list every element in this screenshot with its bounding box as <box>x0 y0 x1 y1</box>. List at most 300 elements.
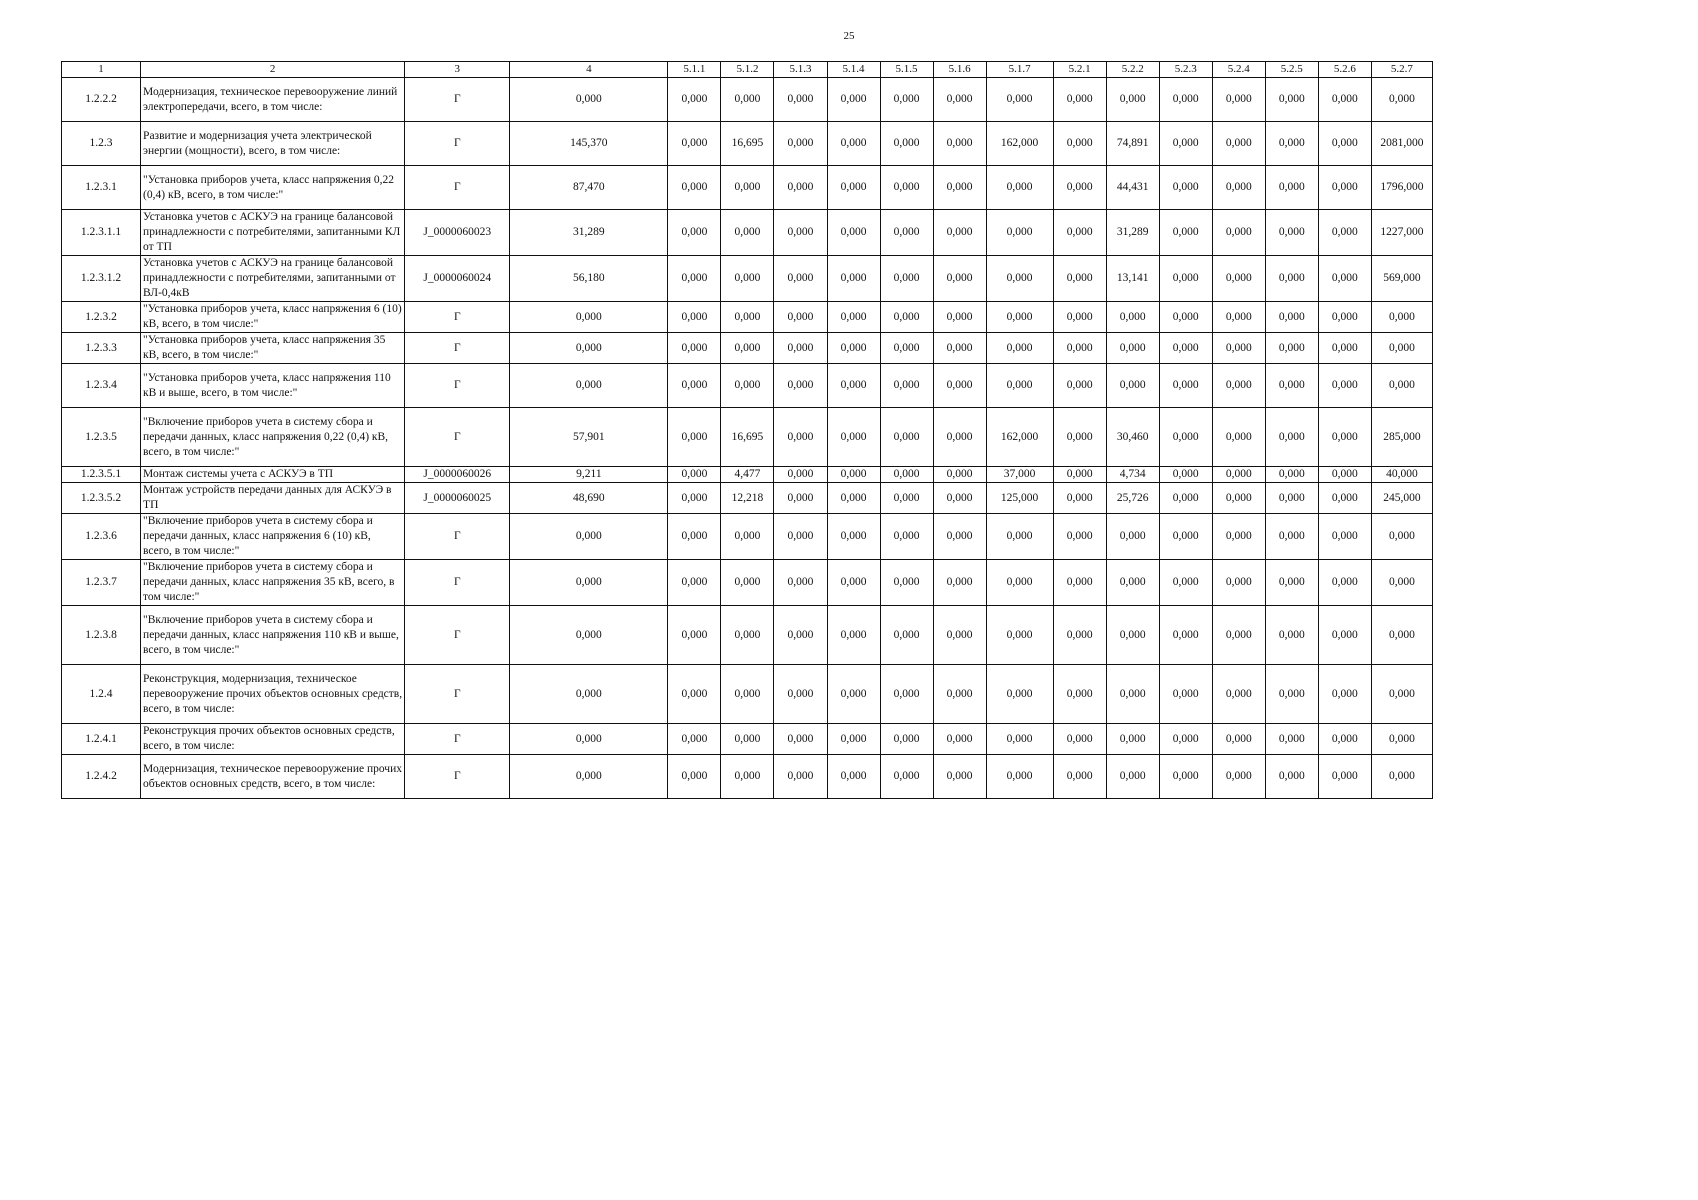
row-value-cell: 0,000 <box>1159 408 1212 467</box>
row-description-cell: "Включение приборов учета в систему сбора и передачи данных, класс напряжения 35 кВ, всего, в том числе:" <box>141 560 405 606</box>
row-value-cell: 0,000 <box>668 560 721 606</box>
row-value-cell: 0,000 <box>986 724 1053 755</box>
row-id-cell: 1.2.3.8 <box>62 606 141 665</box>
column-header: 3 <box>405 62 510 78</box>
row-value-cell: 0,000 <box>1371 560 1432 606</box>
row-total-cell: 0,000 <box>510 514 668 560</box>
row-value-cell: 0,000 <box>1212 606 1265 665</box>
row-id-cell: 1.2.4 <box>62 665 141 724</box>
row-value-cell: 0,000 <box>986 302 1053 333</box>
row-value-cell: 0,000 <box>1053 514 1106 560</box>
row-description-cell: Модернизация, техническое перевооружение прочих объектов основных средств, всего, в том числе: <box>141 755 405 799</box>
table-row <box>62 514 1433 560</box>
row-total-cell: 9,211 <box>510 467 668 483</box>
row-value-cell: 0,000 <box>721 665 774 724</box>
row-value-cell: 0,000 <box>933 166 986 210</box>
column-header: 4 <box>510 62 668 78</box>
row-value-cell: 0,000 <box>1212 560 1265 606</box>
row-value-cell: 0,000 <box>668 364 721 408</box>
row-value-cell: 0,000 <box>1053 724 1106 755</box>
row-id-cell: 1.2.3 <box>62 122 141 166</box>
row-value-cell: 0,000 <box>986 665 1053 724</box>
row-value-cell: 0,000 <box>774 78 827 122</box>
row-value-cell: 0,000 <box>827 333 880 364</box>
row-value-cell: 0,000 <box>1265 514 1318 560</box>
row-value-cell: 0,000 <box>1371 755 1432 799</box>
row-value-cell: 0,000 <box>1053 210 1106 256</box>
row-value-cell: 0,000 <box>668 333 721 364</box>
row-id-cell: 1.2.3.5.1 <box>62 467 141 483</box>
row-value-cell: 0,000 <box>668 606 721 665</box>
row-value-cell: 0,000 <box>1265 408 1318 467</box>
row-code-cell: Г <box>405 665 510 724</box>
row-value-cell: 0,000 <box>1159 560 1212 606</box>
row-value-cell: 0,000 <box>721 166 774 210</box>
row-value-cell: 0,000 <box>827 467 880 483</box>
row-value-cell: 0,000 <box>880 256 933 302</box>
row-value-cell: 0,000 <box>1106 665 1159 724</box>
row-value-cell: 0,000 <box>1318 665 1371 724</box>
row-description-cell: "Установка приборов учета, класс напряжения 0,22 (0,4) кВ, всего, в том числе:" <box>141 166 405 210</box>
row-value-cell: 0,000 <box>1106 302 1159 333</box>
row-value-cell: 162,000 <box>986 122 1053 166</box>
row-value-cell: 0,000 <box>721 755 774 799</box>
row-value-cell: 0,000 <box>880 665 933 724</box>
row-value-cell: 0,000 <box>1053 122 1106 166</box>
row-value-cell: 0,000 <box>1212 467 1265 483</box>
row-value-cell: 0,000 <box>1265 78 1318 122</box>
row-id-cell: 1.2.4.1 <box>62 724 141 755</box>
column-header: 5.1.4 <box>827 62 880 78</box>
row-value-cell: 25,726 <box>1106 483 1159 514</box>
row-total-cell: 0,000 <box>510 724 668 755</box>
row-value-cell: 0,000 <box>774 408 827 467</box>
row-value-cell: 0,000 <box>1212 166 1265 210</box>
row-value-cell: 13,141 <box>1106 256 1159 302</box>
row-id-cell: 1.2.3.2 <box>62 302 141 333</box>
row-value-cell: 0,000 <box>827 724 880 755</box>
row-value-cell: 0,000 <box>827 78 880 122</box>
row-value-cell: 0,000 <box>933 122 986 166</box>
row-value-cell: 0,000 <box>933 560 986 606</box>
row-value-cell: 0,000 <box>1159 302 1212 333</box>
row-value-cell: 0,000 <box>1212 302 1265 333</box>
row-value-cell: 0,000 <box>986 560 1053 606</box>
row-id-cell: 1.2.3.4 <box>62 364 141 408</box>
row-value-cell: 0,000 <box>933 665 986 724</box>
row-value-cell: 0,000 <box>1212 665 1265 724</box>
row-value-cell: 0,000 <box>933 408 986 467</box>
row-total-cell: 0,000 <box>510 364 668 408</box>
row-value-cell: 0,000 <box>774 560 827 606</box>
row-value-cell: 0,000 <box>880 483 933 514</box>
table-row <box>62 333 1433 364</box>
row-value-cell: 0,000 <box>721 606 774 665</box>
row-code-cell: Г <box>405 408 510 467</box>
column-header: 5.2.7 <box>1371 62 1432 78</box>
row-value-cell: 0,000 <box>1159 514 1212 560</box>
table-body <box>62 78 1433 799</box>
row-code-cell: Г <box>405 755 510 799</box>
row-value-cell: 0,000 <box>721 256 774 302</box>
row-value-cell: 0,000 <box>1053 560 1106 606</box>
row-code-cell: Г <box>405 333 510 364</box>
row-code-cell: Г <box>405 364 510 408</box>
row-value-cell: 0,000 <box>1318 560 1371 606</box>
row-value-cell: 0,000 <box>774 256 827 302</box>
row-description-cell: Монтаж устройств передачи данных для АСКУЭ в ТП <box>141 483 405 514</box>
row-value-cell: 0,000 <box>668 408 721 467</box>
row-value-cell: 0,000 <box>933 302 986 333</box>
row-value-cell: 0,000 <box>668 724 721 755</box>
row-code-cell: Г <box>405 606 510 665</box>
row-value-cell: 0,000 <box>933 483 986 514</box>
table-row <box>62 122 1433 166</box>
row-value-cell: 0,000 <box>774 665 827 724</box>
row-value-cell: 0,000 <box>933 78 986 122</box>
row-value-cell: 0,000 <box>933 256 986 302</box>
row-value-cell: 0,000 <box>933 514 986 560</box>
row-value-cell: 0,000 <box>1053 78 1106 122</box>
row-value-cell: 0,000 <box>827 560 880 606</box>
row-total-cell: 0,000 <box>510 302 668 333</box>
column-header: 5.1.7 <box>986 62 1053 78</box>
row-value-cell: 0,000 <box>880 122 933 166</box>
row-id-cell: 1.2.3.5.2 <box>62 483 141 514</box>
row-value-cell: 0,000 <box>1318 724 1371 755</box>
row-value-cell: 0,000 <box>880 514 933 560</box>
row-value-cell: 0,000 <box>1106 364 1159 408</box>
row-value-cell: 0,000 <box>827 210 880 256</box>
row-value-cell: 0,000 <box>1318 364 1371 408</box>
row-value-cell: 0,000 <box>1159 364 1212 408</box>
row-value-cell: 0,000 <box>1212 724 1265 755</box>
row-value-cell: 125,000 <box>986 483 1053 514</box>
row-value-cell: 0,000 <box>986 755 1053 799</box>
row-value-cell: 0,000 <box>1318 514 1371 560</box>
row-value-cell: 0,000 <box>827 122 880 166</box>
row-value-cell: 0,000 <box>1159 333 1212 364</box>
row-value-cell: 0,000 <box>986 333 1053 364</box>
row-description-cell: "Включение приборов учета в систему сбора и передачи данных, класс напряжения 6 (10) кВ, всего, в том числе:" <box>141 514 405 560</box>
row-value-cell: 0,000 <box>827 755 880 799</box>
row-value-cell: 0,000 <box>1265 724 1318 755</box>
row-value-cell: 0,000 <box>933 606 986 665</box>
row-description-cell: "Включение приборов учета в систему сбора и передачи данных, класс напряжения 110 кВ и выше, всего, в том числе:" <box>141 606 405 665</box>
row-total-cell: 87,470 <box>510 166 668 210</box>
row-value-cell: 0,000 <box>1318 78 1371 122</box>
row-value-cell: 0,000 <box>1318 210 1371 256</box>
row-value-cell: 0,000 <box>1265 467 1318 483</box>
row-value-cell: 0,000 <box>774 483 827 514</box>
row-value-cell: 0,000 <box>880 333 933 364</box>
row-value-cell: 0,000 <box>1265 333 1318 364</box>
row-value-cell: 0,000 <box>827 483 880 514</box>
row-value-cell: 0,000 <box>1265 302 1318 333</box>
row-value-cell: 0,000 <box>827 302 880 333</box>
row-value-cell: 0,000 <box>1265 256 1318 302</box>
row-value-cell: 0,000 <box>986 166 1053 210</box>
row-value-cell: 0,000 <box>774 514 827 560</box>
row-value-cell: 0,000 <box>668 122 721 166</box>
row-value-cell: 0,000 <box>933 210 986 256</box>
row-value-cell: 162,000 <box>986 408 1053 467</box>
row-value-cell: 0,000 <box>880 606 933 665</box>
row-value-cell: 0,000 <box>1159 78 1212 122</box>
row-value-cell: 0,000 <box>1053 302 1106 333</box>
row-value-cell: 0,000 <box>1159 483 1212 514</box>
row-value-cell: 0,000 <box>1371 333 1432 364</box>
row-value-cell: 0,000 <box>1265 665 1318 724</box>
table-row <box>62 302 1433 333</box>
row-value-cell: 0,000 <box>1318 302 1371 333</box>
table-row <box>62 166 1433 210</box>
row-value-cell: 0,000 <box>1053 364 1106 408</box>
row-description-cell: Реконструкция прочих объектов основных средств, всего, в том числе: <box>141 724 405 755</box>
row-value-cell: 0,000 <box>1265 560 1318 606</box>
row-code-cell: Г <box>405 166 510 210</box>
row-value-cell: 0,000 <box>721 210 774 256</box>
row-code-cell: Г <box>405 724 510 755</box>
row-value-cell: 0,000 <box>1212 483 1265 514</box>
row-value-cell: 30,460 <box>1106 408 1159 467</box>
row-value-cell: 0,000 <box>1265 606 1318 665</box>
row-code-cell: Г <box>405 122 510 166</box>
column-header: 5.2.6 <box>1318 62 1371 78</box>
row-value-cell: 0,000 <box>986 514 1053 560</box>
row-value-cell: 0,000 <box>1159 210 1212 256</box>
row-value-cell: 0,000 <box>1053 467 1106 483</box>
row-value-cell: 0,000 <box>1371 665 1432 724</box>
row-id-cell: 1.2.4.2 <box>62 755 141 799</box>
row-value-cell: 0,000 <box>774 724 827 755</box>
column-header: 5.1.1 <box>668 62 721 78</box>
row-value-cell: 0,000 <box>1053 606 1106 665</box>
row-id-cell: 1.2.3.1 <box>62 166 141 210</box>
row-code-cell: J_0000060025 <box>405 483 510 514</box>
row-value-cell: 0,000 <box>880 560 933 606</box>
row-value-cell: 0,000 <box>721 78 774 122</box>
row-value-cell: 0,000 <box>1265 755 1318 799</box>
header-row <box>62 62 1433 78</box>
row-value-cell: 0,000 <box>668 514 721 560</box>
row-value-cell: 0,000 <box>1053 755 1106 799</box>
row-value-cell: 0,000 <box>880 724 933 755</box>
column-header: 5.2.1 <box>1053 62 1106 78</box>
row-total-cell: 48,690 <box>510 483 668 514</box>
table-row <box>62 483 1433 514</box>
column-header: 5.2.2 <box>1106 62 1159 78</box>
row-value-cell: 1227,000 <box>1371 210 1432 256</box>
row-value-cell: 0,000 <box>933 467 986 483</box>
row-value-cell: 4,734 <box>1106 467 1159 483</box>
row-value-cell: 0,000 <box>1159 256 1212 302</box>
row-value-cell: 0,000 <box>1318 166 1371 210</box>
row-value-cell: 0,000 <box>880 166 933 210</box>
row-value-cell: 0,000 <box>721 560 774 606</box>
row-value-cell: 0,000 <box>1265 166 1318 210</box>
row-value-cell: 0,000 <box>1106 333 1159 364</box>
row-value-cell: 0,000 <box>668 467 721 483</box>
row-total-cell: 0,000 <box>510 606 668 665</box>
row-value-cell: 0,000 <box>668 210 721 256</box>
row-description-cell: Установка учетов с АСКУЭ на границе балансовой принадлежности с потребителями, запитанными от ВЛ-0,4кВ <box>141 256 405 302</box>
row-code-cell: Г <box>405 514 510 560</box>
row-value-cell: 0,000 <box>986 256 1053 302</box>
row-total-cell: 0,000 <box>510 560 668 606</box>
row-description-cell: "Установка приборов учета, класс напряжения 110 кВ и выше, всего, в том числе:" <box>141 364 405 408</box>
row-value-cell: 0,000 <box>1212 210 1265 256</box>
row-value-cell: 0,000 <box>1265 122 1318 166</box>
row-value-cell: 16,695 <box>721 408 774 467</box>
row-id-cell: 1.2.3.3 <box>62 333 141 364</box>
row-value-cell: 0,000 <box>1371 78 1432 122</box>
row-value-cell: 0,000 <box>1371 514 1432 560</box>
row-value-cell: 0,000 <box>1212 408 1265 467</box>
row-description-cell: Установка учетов с АСКУЭ на границе балансовой принадлежности с потребителями, запитанными КЛ от ТП <box>141 210 405 256</box>
row-value-cell: 0,000 <box>1159 755 1212 799</box>
row-code-cell: J_0000060023 <box>405 210 510 256</box>
row-value-cell: 0,000 <box>1318 333 1371 364</box>
row-value-cell: 0,000 <box>1106 514 1159 560</box>
row-value-cell: 0,000 <box>1212 755 1265 799</box>
row-value-cell: 0,000 <box>668 166 721 210</box>
table-row <box>62 256 1433 302</box>
row-id-cell: 1.2.2.2 <box>62 78 141 122</box>
row-value-cell: 0,000 <box>1318 467 1371 483</box>
row-id-cell: 1.2.3.1.1 <box>62 210 141 256</box>
row-value-cell: 0,000 <box>986 606 1053 665</box>
row-description-cell: "Включение приборов учета в систему сбора и передачи данных, класс напряжения 0,22 (0,4) кВ, всего, в том числе:" <box>141 408 405 467</box>
row-value-cell: 0,000 <box>1053 665 1106 724</box>
row-value-cell: 0,000 <box>933 755 986 799</box>
row-total-cell: 56,180 <box>510 256 668 302</box>
row-value-cell: 0,000 <box>668 755 721 799</box>
row-value-cell: 0,000 <box>1053 333 1106 364</box>
row-value-cell: 0,000 <box>1318 122 1371 166</box>
row-value-cell: 74,891 <box>1106 122 1159 166</box>
row-value-cell: 0,000 <box>827 166 880 210</box>
row-value-cell: 0,000 <box>827 665 880 724</box>
row-value-cell: 0,000 <box>721 724 774 755</box>
table-row <box>62 408 1433 467</box>
row-value-cell: 0,000 <box>1159 665 1212 724</box>
row-value-cell: 0,000 <box>774 333 827 364</box>
column-header: 2 <box>141 62 405 78</box>
row-value-cell: 0,000 <box>1159 606 1212 665</box>
column-header: 1 <box>62 62 141 78</box>
row-value-cell: 0,000 <box>1265 364 1318 408</box>
row-value-cell: 0,000 <box>721 514 774 560</box>
column-header: 5.1.3 <box>774 62 827 78</box>
column-header: 5.2.3 <box>1159 62 1212 78</box>
row-value-cell: 0,000 <box>880 408 933 467</box>
table-row <box>62 560 1433 606</box>
table-row <box>62 755 1433 799</box>
table-row <box>62 724 1433 755</box>
row-value-cell: 0,000 <box>880 78 933 122</box>
row-value-cell: 0,000 <box>774 302 827 333</box>
row-value-cell: 285,000 <box>1371 408 1432 467</box>
column-header: 5.1.2 <box>721 62 774 78</box>
row-total-cell: 145,370 <box>510 122 668 166</box>
row-value-cell: 0,000 <box>827 364 880 408</box>
row-value-cell: 0,000 <box>1212 256 1265 302</box>
row-value-cell: 0,000 <box>668 302 721 333</box>
row-value-cell: 0,000 <box>1106 755 1159 799</box>
row-value-cell: 0,000 <box>827 514 880 560</box>
row-value-cell: 0,000 <box>986 364 1053 408</box>
row-value-cell: 0,000 <box>827 408 880 467</box>
row-value-cell: 0,000 <box>933 364 986 408</box>
row-value-cell: 0,000 <box>827 256 880 302</box>
row-value-cell: 0,000 <box>1371 606 1432 665</box>
row-value-cell: 0,000 <box>880 364 933 408</box>
column-header: 5.2.5 <box>1265 62 1318 78</box>
investment-table <box>61 61 1433 799</box>
table-row <box>62 606 1433 665</box>
row-value-cell: 0,000 <box>1318 606 1371 665</box>
row-value-cell: 16,695 <box>721 122 774 166</box>
row-value-cell: 0,000 <box>1053 166 1106 210</box>
row-value-cell: 0,000 <box>933 724 986 755</box>
row-total-cell: 0,000 <box>510 78 668 122</box>
row-value-cell: 0,000 <box>1212 514 1265 560</box>
row-value-cell: 44,431 <box>1106 166 1159 210</box>
row-value-cell: 0,000 <box>1106 560 1159 606</box>
row-value-cell: 40,000 <box>1371 467 1432 483</box>
row-value-cell: 0,000 <box>774 364 827 408</box>
row-code-cell: Г <box>405 302 510 333</box>
row-total-cell: 31,289 <box>510 210 668 256</box>
row-value-cell: 0,000 <box>1318 408 1371 467</box>
row-id-cell: 1.2.3.1.2 <box>62 256 141 302</box>
row-id-cell: 1.2.3.7 <box>62 560 141 606</box>
row-value-cell: 0,000 <box>880 210 933 256</box>
row-value-cell: 0,000 <box>1159 724 1212 755</box>
row-code-cell: J_0000060024 <box>405 256 510 302</box>
row-total-cell: 57,901 <box>510 408 668 467</box>
row-description-cell: Модернизация, техническое перевооружение линий электропередачи, всего, в том числе: <box>141 78 405 122</box>
row-value-cell: 0,000 <box>1159 166 1212 210</box>
row-value-cell: 0,000 <box>1212 364 1265 408</box>
row-value-cell: 0,000 <box>774 166 827 210</box>
row-value-cell: 0,000 <box>668 78 721 122</box>
row-value-cell: 4,477 <box>721 467 774 483</box>
column-header: 5.1.5 <box>880 62 933 78</box>
table-row <box>62 665 1433 724</box>
row-value-cell: 0,000 <box>721 302 774 333</box>
row-value-cell: 2081,000 <box>1371 122 1432 166</box>
row-value-cell: 0,000 <box>774 755 827 799</box>
row-value-cell: 0,000 <box>1053 256 1106 302</box>
row-value-cell: 0,000 <box>827 606 880 665</box>
table-row <box>62 78 1433 122</box>
table-row <box>62 364 1433 408</box>
row-code-cell: J_0000060026 <box>405 467 510 483</box>
column-header: 5.1.6 <box>933 62 986 78</box>
row-value-cell: 0,000 <box>1212 333 1265 364</box>
row-value-cell: 0,000 <box>880 467 933 483</box>
row-value-cell: 0,000 <box>1053 483 1106 514</box>
row-value-cell: 0,000 <box>668 483 721 514</box>
page-number: 25 <box>843 30 855 42</box>
row-value-cell: 0,000 <box>774 122 827 166</box>
row-description-cell: "Установка приборов учета, класс напряжения 35 кВ, всего, в том числе:" <box>141 333 405 364</box>
row-value-cell: 0,000 <box>1371 724 1432 755</box>
row-value-cell: 0,000 <box>1053 408 1106 467</box>
row-value-cell: 0,000 <box>721 333 774 364</box>
